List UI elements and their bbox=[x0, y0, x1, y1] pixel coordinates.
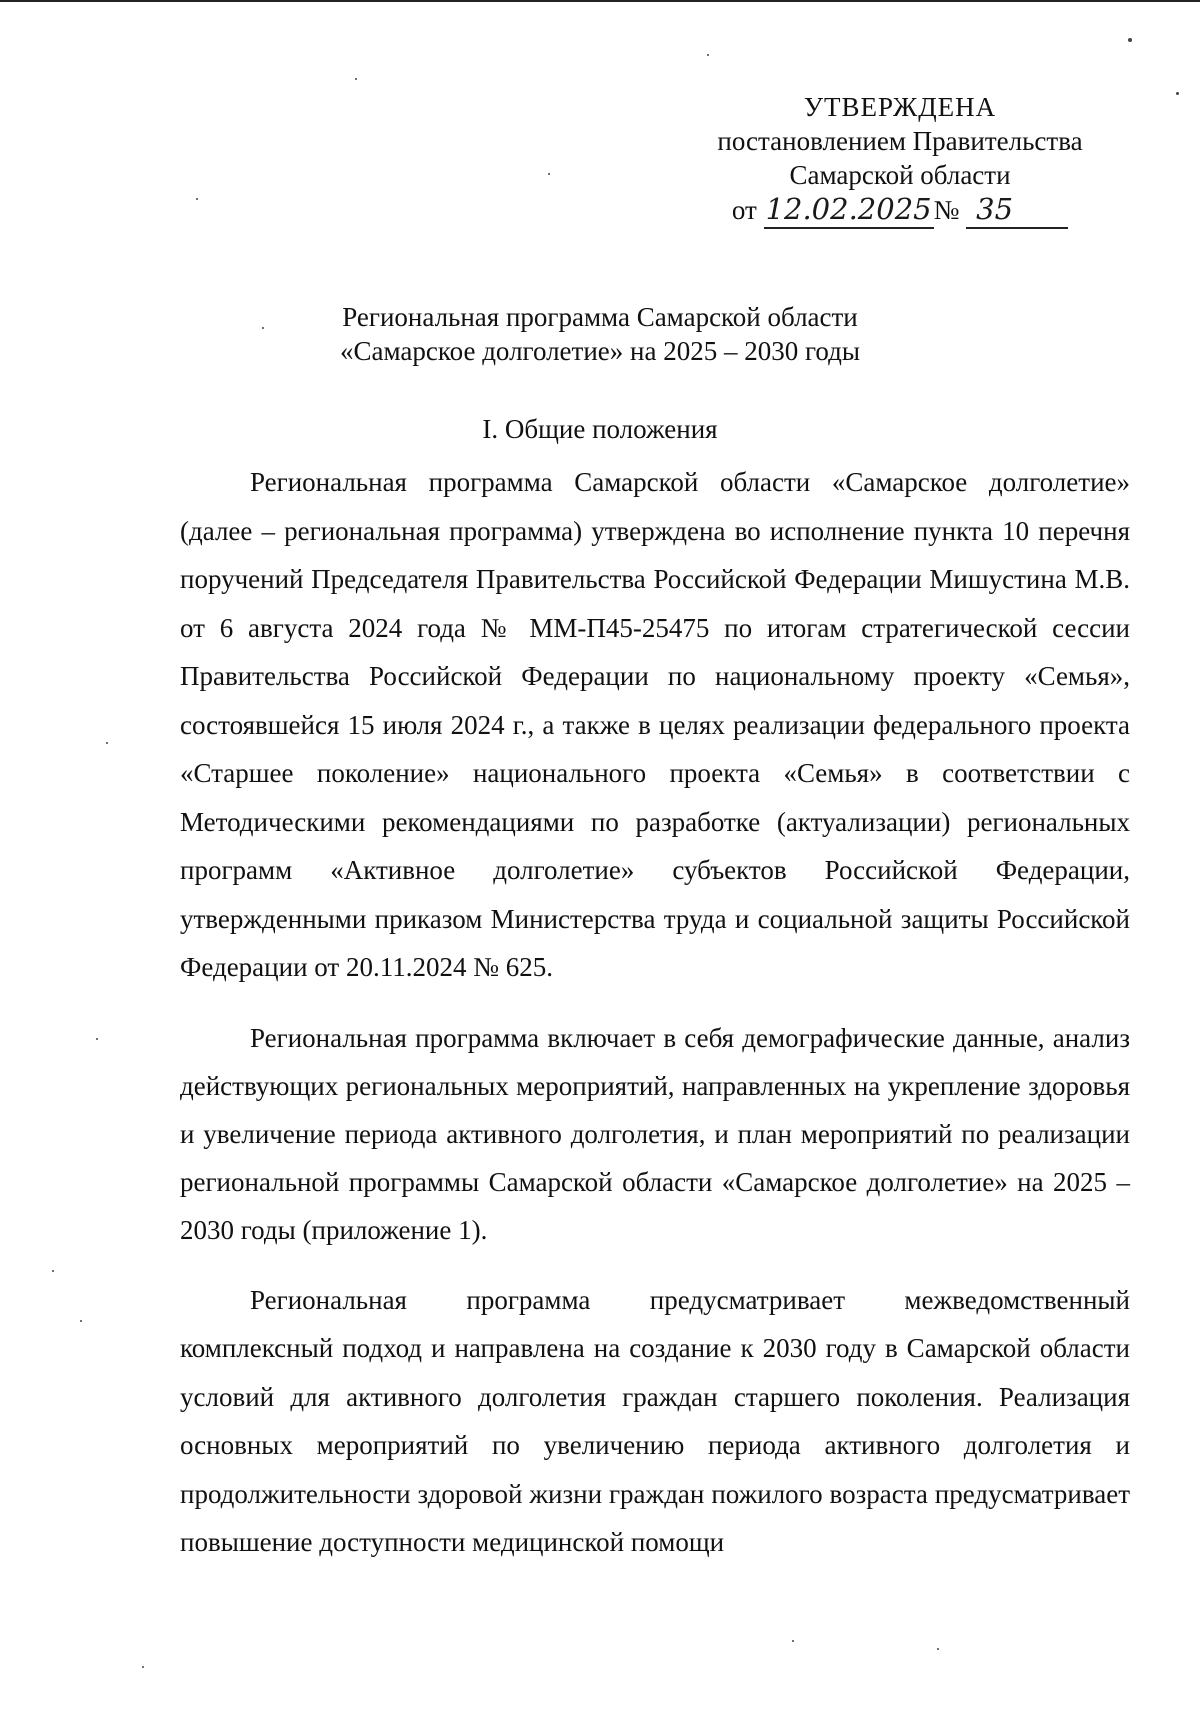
scan-speck bbox=[142, 1666, 144, 1668]
handwritten-number-field bbox=[966, 192, 1068, 229]
scan-speck bbox=[355, 78, 357, 80]
scan-speck bbox=[1176, 92, 1179, 95]
number-sign: № bbox=[933, 195, 960, 225]
handwritten-number: 35 bbox=[976, 192, 1014, 226]
paragraph-1: Региональная программа Самарской области «Самарское долголетие» (далее – региональная программа) утверждена во исполнение пункта 10 перечня поручений Председателя Правительства Российской Федерации Мишустина М.В. от 6 августа 2024 года № ММ-П45-25475 по итогам стратегической сессии Правительства Российской Федерации по национальному проекту «Семья», состоявшейся 15 июля 2024 г., а также в целях реализации федерального проекта «Старшее поколение» национального проекта «Семья» в соответствии с Методическими рекомендациями по разработке (актуализации) региональных программ «Активное долголетие» субъектов Российской Федерации, утвержденными приказом Министерства труда и социальной защиты Российской Федерации от 20.11.2024 № 625. bbox=[180, 467, 1130, 982]
section-heading: I. Общие положения bbox=[482, 414, 718, 444]
scan-speck bbox=[262, 327, 264, 329]
approval-line-resolution: постановлением Правительства bbox=[717, 126, 1083, 156]
handwritten-date: 12.02.2025 bbox=[764, 192, 934, 229]
scan-speck bbox=[80, 1320, 82, 1322]
scan-speck bbox=[548, 173, 550, 175]
scan-speck bbox=[1128, 38, 1132, 42]
approval-line-region: Самарской области bbox=[789, 160, 1011, 190]
scan-speck bbox=[792, 1640, 794, 1642]
scan-speck bbox=[106, 742, 108, 744]
paragraph-2: Региональная программа включает в себя демографические данные, анализ действующих региональных мероприятий, направленных на укрепление здоровья и увеличение периода активного долголетия, и план мероприятий по реализации региональной программы Самарской области «Самарское долголетие» на 2025 – 2030 годы (приложение 1). bbox=[180, 1022, 1130, 1245]
date-prefix: от bbox=[731, 195, 757, 225]
document-body bbox=[180, 458, 1130, 1589]
approval-date-line bbox=[680, 192, 1120, 229]
scan-speck bbox=[196, 198, 198, 200]
scan-speck bbox=[937, 1648, 939, 1650]
page-top-edge bbox=[0, 0, 1200, 2]
scan-speck bbox=[52, 1270, 54, 1272]
scan-speck bbox=[96, 1038, 98, 1040]
title-line-1: Региональная программа Самарской области bbox=[342, 302, 858, 332]
document-title bbox=[180, 300, 1020, 368]
scan-speck bbox=[707, 54, 709, 56]
title-line-2: «Самарское долголетие» на 2025 – 2030 годы bbox=[340, 336, 860, 366]
approval-stamp-block bbox=[680, 90, 1120, 229]
approval-heading: УТВЕРЖДЕНА bbox=[803, 92, 997, 122]
paragraph-3: Региональная программа предусматривает межведомственный комплексный подход и направлена на создание к 2030 году в Самарской области условий для активного долголетия граждан старшего поколения. Реализация основных мероприятий по увеличению периода активного долголетия и продолжительности здоровой жизни граждан пожилого возраста предусматривает повышение доступности медицинской помощи bbox=[180, 1284, 1130, 1557]
